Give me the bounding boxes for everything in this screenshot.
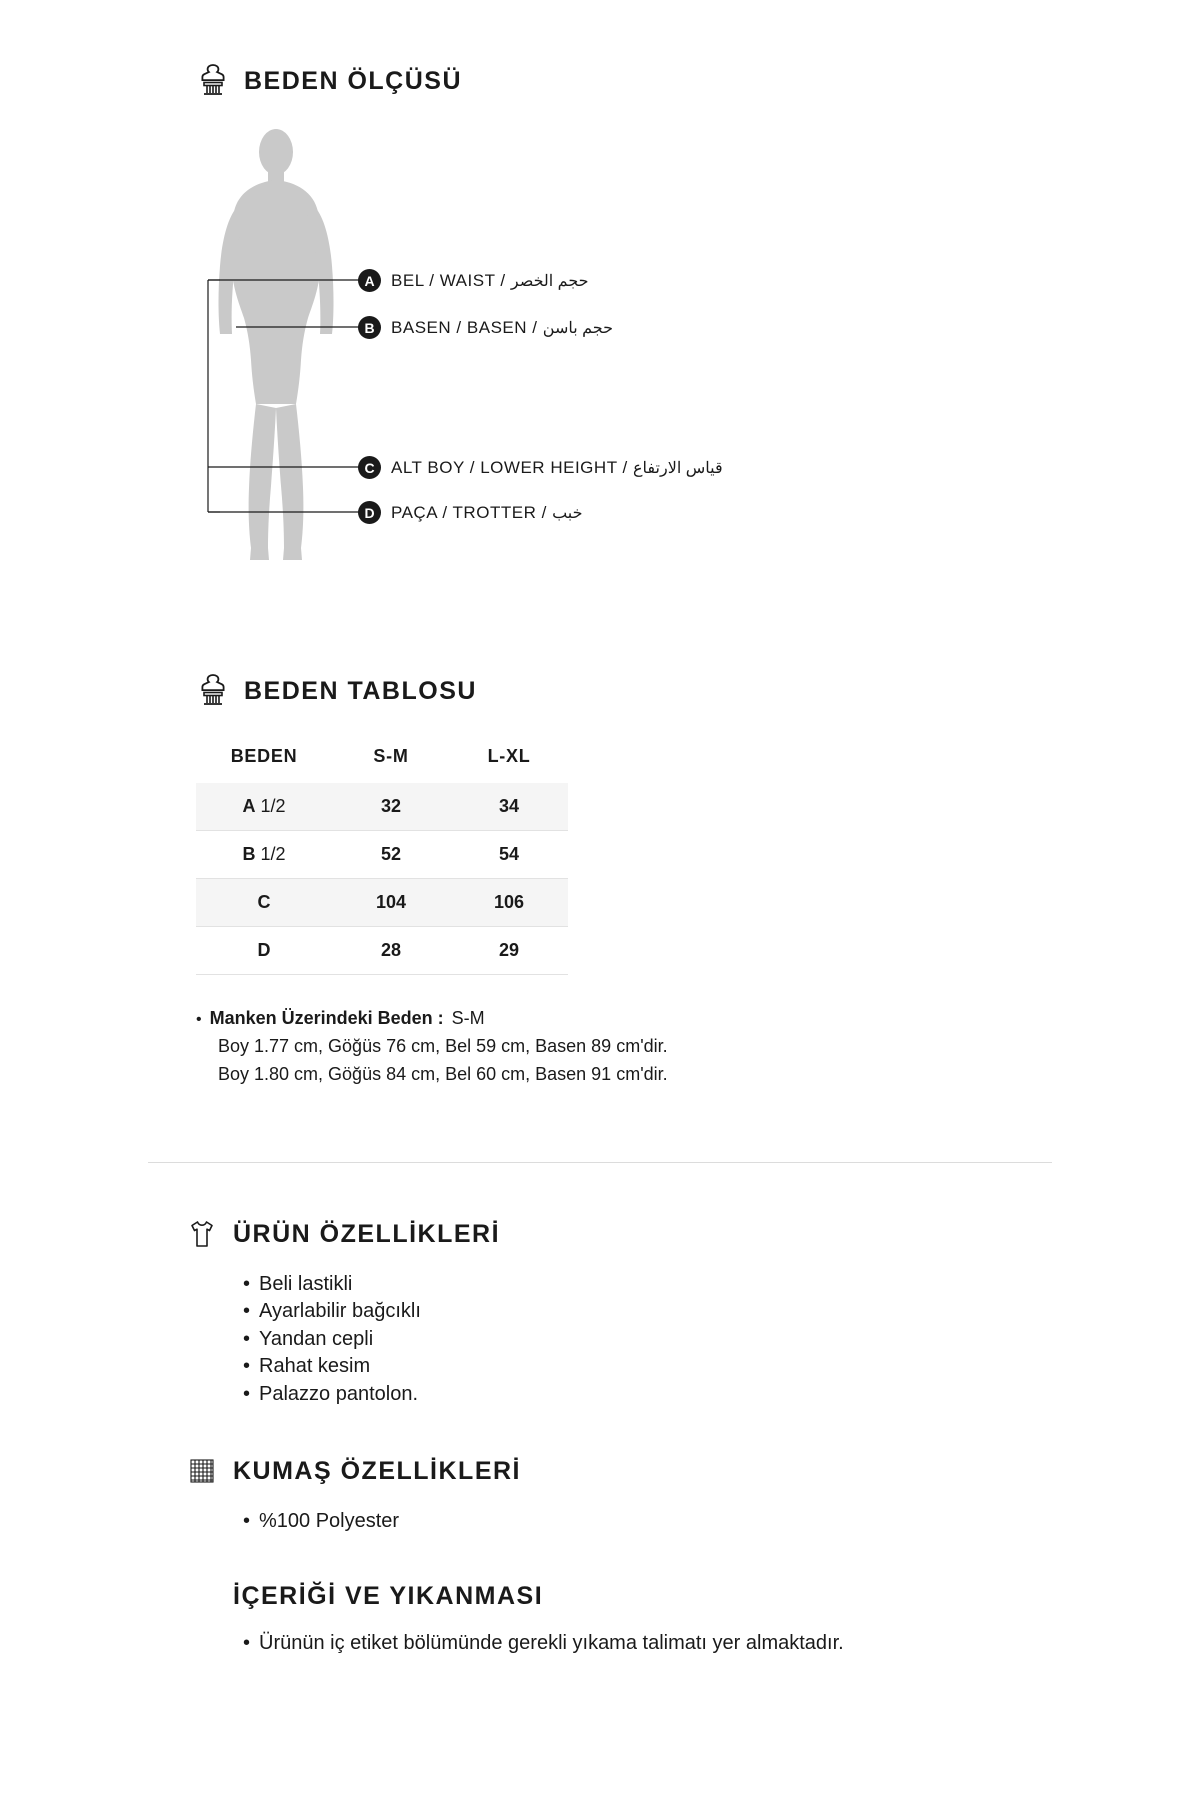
table-row [196, 783, 568, 831]
list-item: • Rahat kesim [243, 1353, 1045, 1380]
table-header-sm: S-M [373, 746, 409, 766]
leader-label-c-arabic: قياس الارتفاع [633, 459, 723, 477]
fabric-features-title: KUMAŞ ÖZELLİKLERİ [233, 1456, 521, 1485]
leader-label-d: PAÇA / TROTTER / خبب [391, 502, 583, 522]
model-size-line [196, 1005, 1036, 1033]
row-a-sm: 32 [332, 783, 450, 831]
badge-d: D [358, 501, 381, 524]
leader-row-b [358, 316, 613, 339]
female-figure-illustration [196, 120, 1036, 580]
leader-row-d [358, 501, 583, 524]
leader-row-c [358, 456, 723, 479]
model-measure-line-1: Boy 1.77 cm, Göğüs 76 cm, Bel 59 cm, Basen 89 cm'dir. [218, 1035, 668, 1056]
leader-row-a [358, 269, 589, 292]
size-table [196, 736, 568, 975]
row-label-a: A 1/2 [196, 783, 332, 831]
model-size-label: Manken Üzerindeki Beden : [209, 1008, 444, 1028]
table-row [196, 831, 568, 879]
table-header-beden: BEDEN [230, 746, 298, 766]
list-item: • Beli lastikli [243, 1271, 1045, 1298]
leader-label-c: ALT BOY / LOWER HEIGHT / قياس الارتفاع [391, 457, 723, 477]
product-features-section [185, 1215, 1045, 1408]
table-header-row [196, 736, 568, 783]
model-measure-line-2: Boy 1.80 cm, Göğüs 84 cm, Bel 60 cm, Basen 91 cm'dir. [218, 1063, 668, 1084]
mannequin-icon [196, 672, 230, 710]
list-item: • Ürünün iç etiket bölümünde gerekli yıkama talimatı yer almaktadır. [243, 1629, 933, 1657]
row-label-d: D [196, 927, 332, 975]
row-label-c: C [196, 879, 332, 927]
model-size-value: S-M [451, 1008, 485, 1028]
badge-c: C [358, 456, 381, 479]
table-row [196, 879, 568, 927]
measurement-diagram [196, 120, 1036, 580]
row-b-sm: 52 [332, 831, 450, 879]
fabric-features-section [185, 1452, 1045, 1535]
care-instructions-title: İÇERİĞİ VE YIKANMASI [233, 1582, 544, 1610]
mannequin-icon [196, 62, 230, 100]
model-measurements-note [196, 1005, 1036, 1089]
row-c-lxl: 106 [450, 879, 568, 927]
row-label-a-fraction: 1/2 [255, 796, 286, 816]
product-features-list [185, 1271, 1045, 1408]
leader-label-a-arabic: حجم الخصر [510, 272, 589, 290]
table-header-lxl: L-XL [487, 746, 531, 766]
leader-label-b-arabic: حجم باسن [542, 319, 613, 337]
row-c-sm: 104 [332, 879, 450, 927]
care-instructions-section [185, 1582, 1045, 1657]
fabric-features-list [185, 1508, 1045, 1535]
fabric-features-header [185, 1452, 1045, 1490]
measurement-section-header [196, 62, 462, 100]
row-b-lxl: 54 [450, 831, 568, 879]
row-a-lxl: 34 [450, 783, 568, 831]
section-divider [148, 1162, 1052, 1163]
leader-label-d-arabic: خبب [552, 504, 583, 522]
size-table-title: BEDEN TABLOSU [244, 676, 477, 705]
care-instructions-list [185, 1629, 1045, 1657]
list-item: • %100 Polyester [243, 1508, 1045, 1535]
list-item: • Palazzo pantolon. [243, 1381, 1045, 1408]
row-d-sm: 28 [332, 927, 450, 975]
product-features-header [185, 1215, 1045, 1253]
size-table-header [196, 672, 1036, 710]
badge-a: A [358, 269, 381, 292]
row-d-lxl: 29 [450, 927, 568, 975]
list-item: • Yandan cepli [243, 1326, 1045, 1353]
badge-b: B [358, 316, 381, 339]
product-features-title: ÜRÜN ÖZELLİKLERİ [233, 1219, 501, 1248]
table-row [196, 927, 568, 975]
row-label-b: B 1/2 [196, 831, 332, 879]
leader-label-b: BASEN / BASEN / حجم باسن [391, 317, 613, 337]
fabric-swatch-icon [185, 1452, 219, 1490]
measurement-section-title: BEDEN ÖLÇÜSÜ [244, 66, 463, 95]
leader-label-a: BEL / WAIST / حجم الخصر [391, 270, 589, 290]
size-table-section [196, 672, 1036, 1089]
list-item: • Ayarlabilir bağcıklı [243, 1298, 1045, 1325]
tshirt-icon [185, 1215, 219, 1253]
bullet-icon: • [196, 1011, 202, 1028]
row-label-b-fraction: 1/2 [255, 844, 286, 864]
